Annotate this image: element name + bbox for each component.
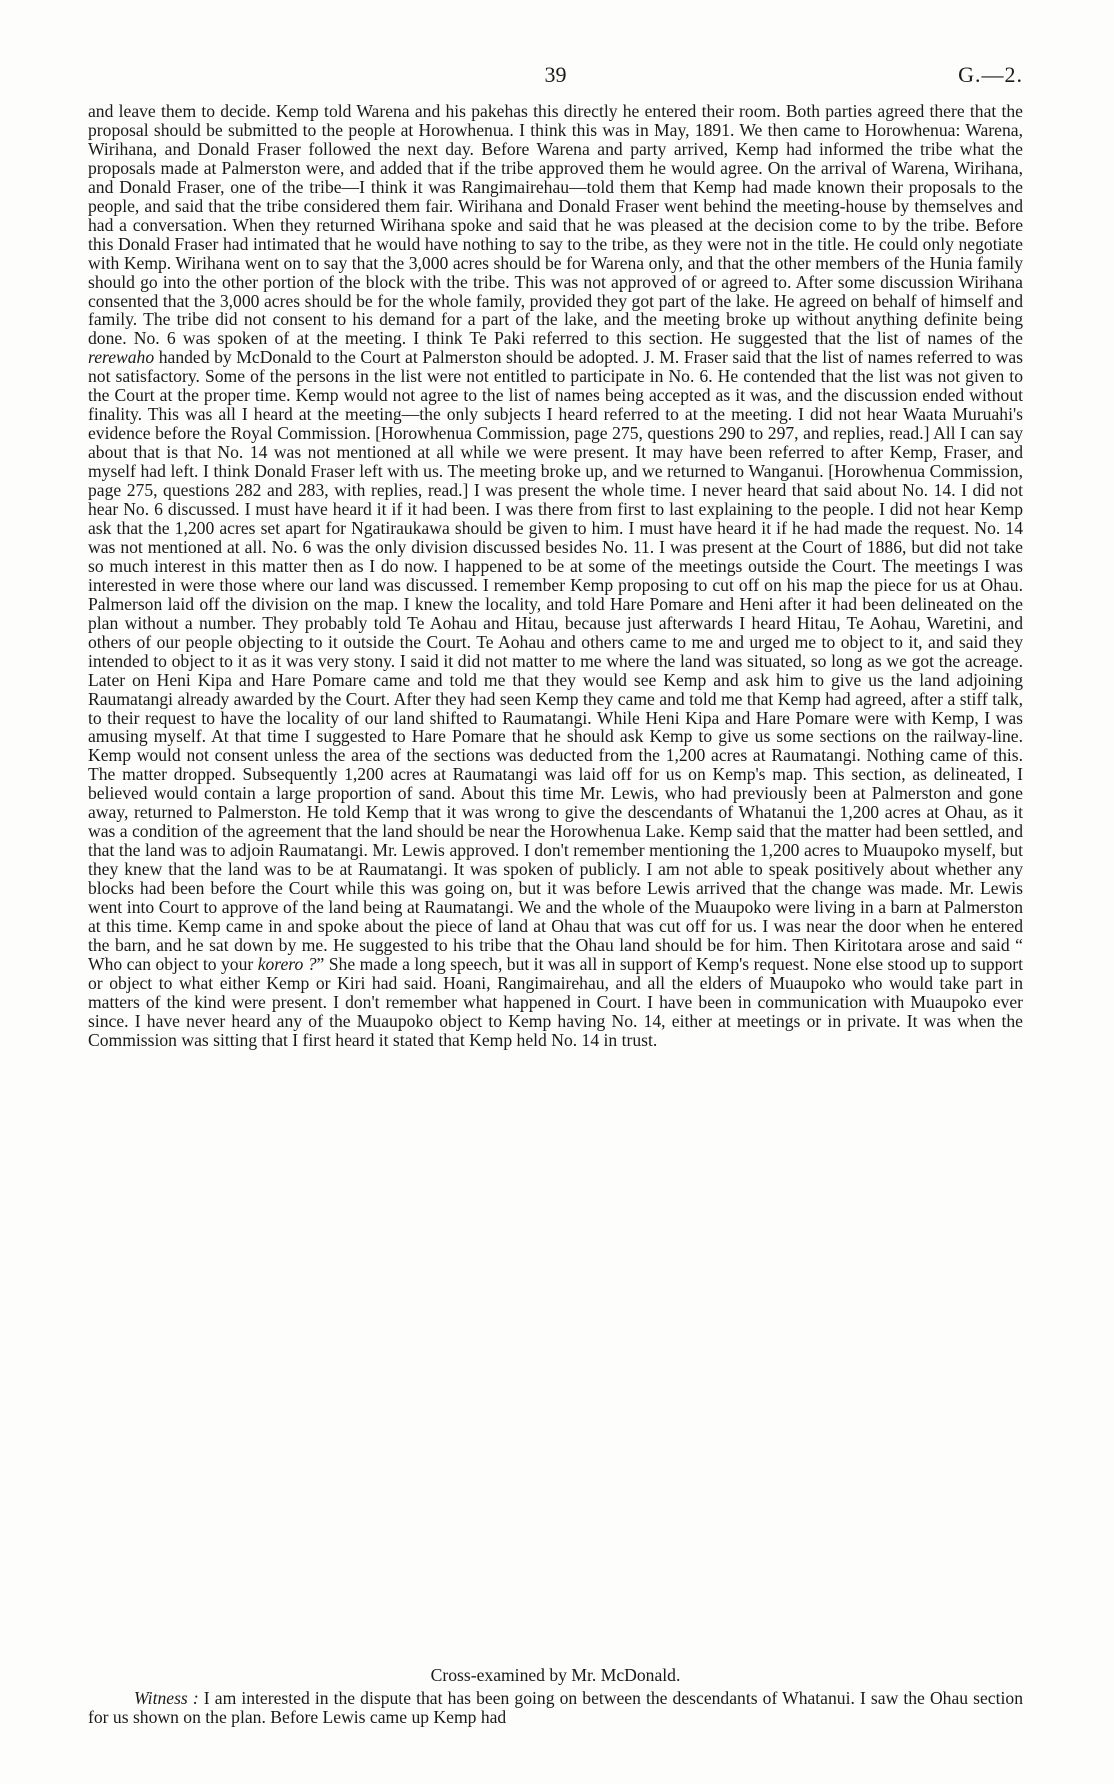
text-segment-2: handed by McDonald to the Court at Palmerston should be adopted. J. M. Fraser said that the list of names referred to was not satisfactory. Some of the persons in the list were not entitled to participate in No. 6. He contended that the list was not given to the Court at the proper time. Kemp would not agree to the list of names being accepted as it was, and the discussion ended without finality. This was all I heard at the meeting—the only subjects I heard referred to at the meeting. I did not hear Waata Muruahi's evidence before the Royal Commission. [Horowhenua Commission, page 275, questions 290 to 297, and replies, read.] All I can say about that is that No. 14 was not mentioned at all while we were present. It may have been referred to after Kemp, Fraser, and myself had left. I think Donald Fraser left with us. The meeting broke up, and we returned to Wanganui. [Horowhenua Commission, page 275, questions 282 and 283, with replies, read.] I was present the whole time. I never heard that said about No. 14. I did not hear No. 6 discussed. I must have heard it if it had been. I was there from first to last explaining to the people. I did not hear Kemp ask that the 1,200 acres set apart for Ngatiraukawa should be given to him. I must have heard it if he had made the request. No. 14 was not mentioned at all. No. 6 was the only division discussed besides No. 11. I was present at the Court of 1886, but did not take so much interest in this matter then as I do now. I happened to be at some of the meetings outside the Court. The meetings I was interested in were those where our land was discussed. I remember Kemp proposing to cut off on his map the piece for us at Ohau. Palmerson laid off the division on the map. I knew the locality, and told Hare Pomare and Heni after it had been delineated on the plan without a number. They probably told Te Aohau and Hitau, because just afterwards I heard Hitau, Te Aohau, Waretini, and others of our people objecting to it outside the Court. Te Aohau and others came to me and urged me to object to it, and said they intended to object to it as it was very stony. I said it did not matter to me where the land was situated, so long as we got the acreage. Later on Heni Kipa and Hare Pomare came and told me that they would see Kemp and ask him to give us the land adjoining Raumatangi already awarded by the Court. After they had seen Kemp they came and told me that Kemp had agreed, after a stiff talk, to their request to have the locality of our land shifted to Raumatangi. While Heni Kipa and Hare Pomare were with Kemp, I was amusing myself. At that time I suggested to Hare Pomare that he should ask Kemp to give us some sections on the railway-line. Kemp would not consent unless the area of the sections was deducted from the 1,200 acres at Raumatangi. Nothing came of this. The matter dropped. Subsequently 1,200 acres at Raumatangi was laid off for us on Kemp's map. This section, as delineated, I believed would contain a large proportion of sand. About this time Mr. Lewis, who had previously been at Palmerston and gone away, returned to Palmerston. He told Kemp that it was wrong to give the descendants of Whatanui the 1,200 acres at Ohau, as it was a condition of the agreement that the land should be near the Horowhenua Lake. Kemp said that the matter had been settled, and that the land was to adjoin Raumatangi. Mr. Lewis approved. I don't remember mentioning the 1,200 acres to Muaupoko myself, but they knew that the land was to be at Raumatangi. It was spoken of publicly. I am not able to speak positively about whether any blocks had been before the Court while this was going on, but it was before Lewis arrived that the change was made. Mr. Lewis went into Court to approve of the land being at Raumatangi. We and the whole of the Muaupoko were living in a barn at Palmerston at this time. Kemp came in and spoke about the piece of land at Ohau that was cut off for us. I was near the door when he entered the barn, and he sat down by me. He suggested to his tribe that the Ohau land should be for him. Then Kiritotara arose and said “ Who can object to your [88,347,1023,974]
cross-examination-heading: Cross-examined by Mr. McDonald. [430,1665,681,1685]
evidence-paragraph [88,102,1023,1050]
text-segment-3: ” She made a long speech, but it was all in support of Kemp's request. None else stood up to support or object to what either Kemp or Kiri had said. Hoani, Rangimairehau, and all the elders of Muaupoko who would take part in matters of the kind were present. I don't remember what happened in Court. I have been in communication with Muaupoko ever since. I have never heard any of the Muaupoko object to Kemp having No. 14, either at meetings or in private. It was when the Commission was sitting that I first heard it stated that Kemp held No. 14 in trust. [88,953,1024,1050]
paragraph-text [88,102,1023,1050]
witness-text: I am interested in the dispute that has been going on between the descendants of Whatanui. I saw the Ohau section for us shown on the plan. Before Lewis came up Kemp had [88,1688,1023,1727]
korero-term: korero ? [257,953,317,974]
page-number: 39 [544,62,567,87]
rerewaho-term: rerewaho [88,347,155,368]
text-segment-1: and leave them to decide. Kemp told Warena and his pakehas this directly he entered their room. Both parties agreed there that the proposal should be submitted to the people at Horowhenua. I think this was in May, 1891. We then came to Horowhenua: Warena, Wirihana, and Donald Fraser followed the next day. Before Warena and party arrived, Kemp had informed the tribe what the proposals made at Palmerston were, and added that if the tribe approved them he would agree. On the arrival of Warena, Wirihana, and Donald Fraser, one of the tribe—I think it was Rangimairehau—told them that Kemp had made known their proposals to the people, and said that the tribe considered them fair. Wirihana and Donald Fraser went behind the meeting-house by themselves and had a conversation. When they returned Wirihana spoke and said that he was pleased at the decision come to by the tribe. Before this Donald Fraser had intimated that he would have nothing to say to the tribe, as they were not in the title. He could only negotiate with Kemp. Wirihana went on to say that the 3,000 acres should be for Warena only, and that the other members of the Hunia family should go into the other portion of the block with the tribe. This was not approved of or agreed to. After some discussion Wirihana consented that the 3,000 acres should be for the whole family, provided they got part of the lake. He agreed on behalf of himself and family. The tribe did not consent to his demand for a part of the lake, and the meeting broke up without anything definite being done. No. 6 was spoken of at the meeting. I think Te Paki referred to this section. He suggested that the list of names of the [88,101,1023,349]
document-reference: G.—2. [958,62,1023,87]
witness-paragraph [88,1689,1023,1727]
witness-label: Witness : [134,1688,199,1708]
page-header [88,62,1023,94]
